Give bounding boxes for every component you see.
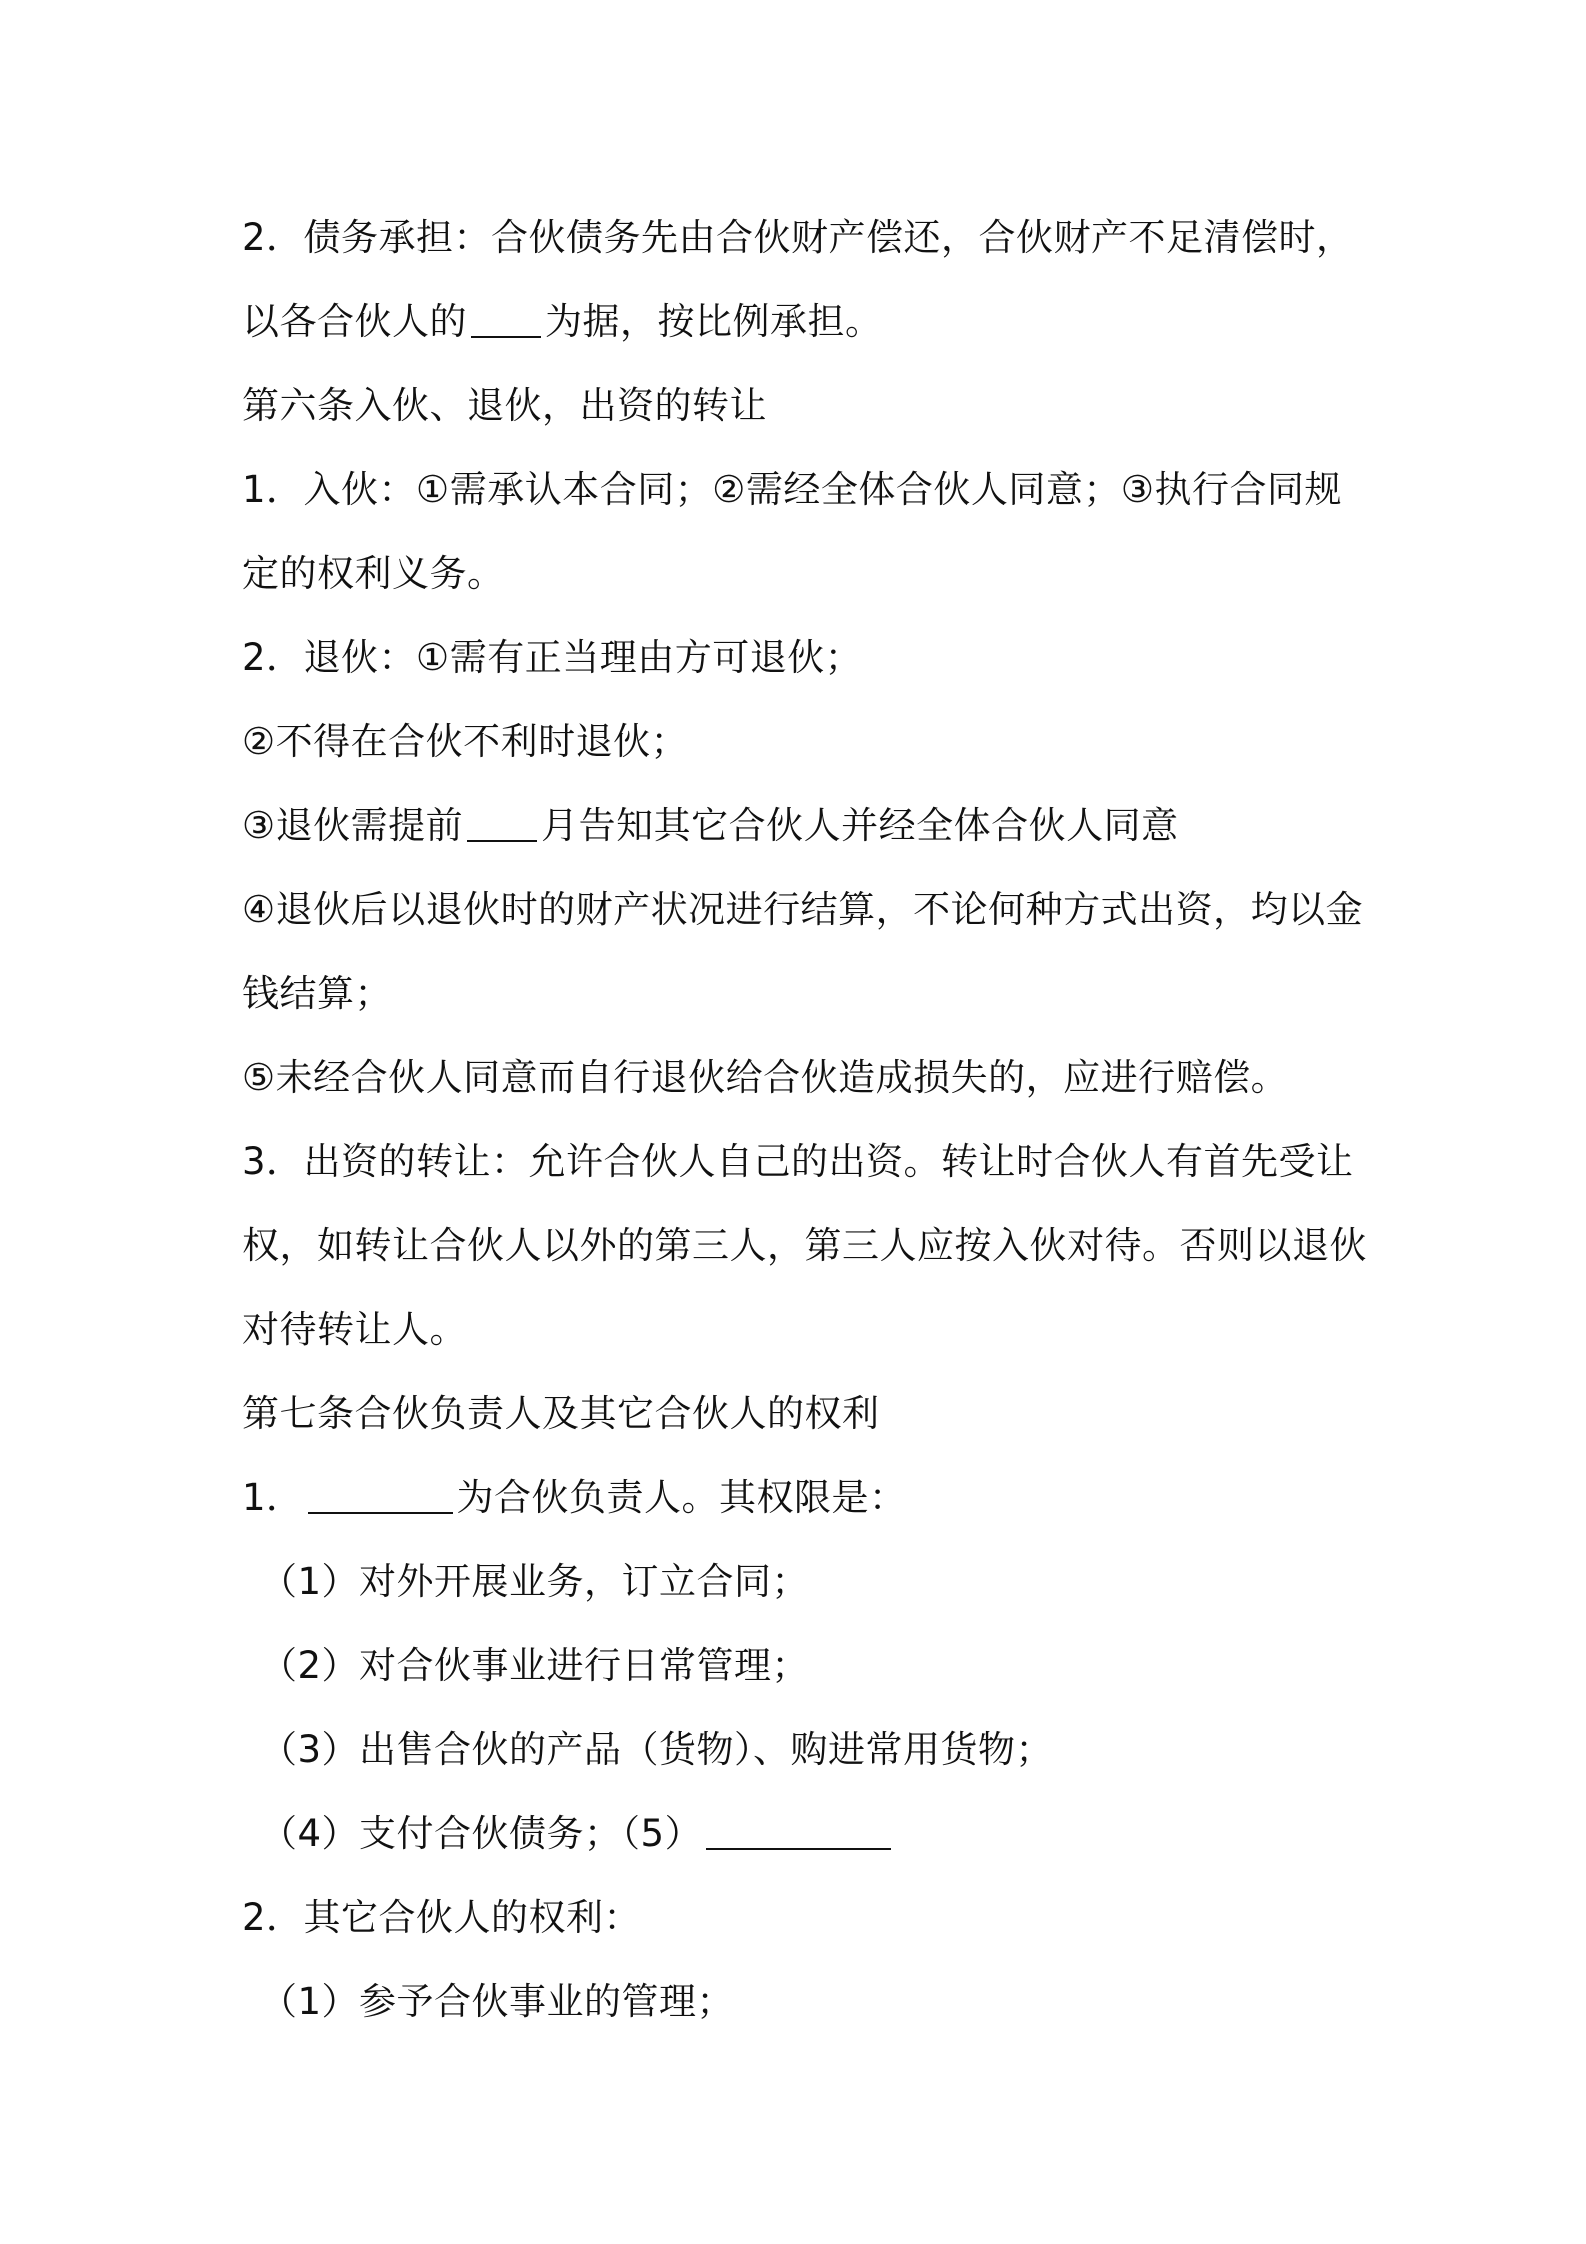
text-line-other-rights: 2．其它合伙人的权利： xyxy=(242,1896,642,1939)
list-item-1: （1）对外开展业务，订立合同； xyxy=(260,1560,810,1603)
text-line-debt-1: 2．债务承担：合伙债务先由合伙财产偿还，合伙财产不足清偿时， xyxy=(242,216,1354,259)
text-line-withdraw-6: ⑤未经合伙人同意而自行退伙给合伙造成损失的，应进行赔偿。 xyxy=(242,1056,1289,1099)
text-line-join-2: 定的权利义务。 xyxy=(242,552,505,595)
fill-in-blank xyxy=(706,1814,891,1850)
list-item-2: （2）对合伙事业进行日常管理； xyxy=(260,1644,810,1687)
text-line-withdraw-2: ②不得在合伙不利时退伙； xyxy=(242,720,689,763)
text-line-withdraw-5: 钱结算； xyxy=(242,972,392,1015)
text-line-join-1: 1．入伙：①需承认本合同；②需经全体合伙人同意；③执行合同规 xyxy=(242,468,1343,511)
text-line-withdraw-1: 2．退伙：①需有正当理由方可退伙； xyxy=(242,636,863,679)
text-line-transfer-3: 对待转让人。 xyxy=(242,1308,467,1351)
text-line-debt-2: 以各合伙人的 为据，按比例承担。 xyxy=(242,300,883,343)
list-item-4: （4）支付合伙债务；（5） xyxy=(242,1792,1362,1876)
list-item-other-1: （1）参予合伙事业的管理； xyxy=(260,1980,735,2023)
text-line-withdraw-3: ③退伙需提前 月告知其它合伙人并经全体合伙人同意 xyxy=(242,804,1179,847)
text-line-manager: 1． 为合伙负责人。其权限是： xyxy=(242,1476,907,1519)
text-line-transfer-2: 权，如转让合伙人以外的第三人，第三人应按入伙对待。否则以退伙 xyxy=(242,1224,1367,1267)
article-7-heading: 第七条合伙负责人及其它合伙人的权利 xyxy=(242,1392,880,1435)
article-6-heading: 第六条入伙、退伙，出资的转让 xyxy=(242,384,767,427)
contract-text xyxy=(242,196,1367,2044)
fill-in-blank xyxy=(308,1478,453,1514)
text-line-transfer-1: 3．出资的转让：允许合伙人自己的出资。转让时合伙人有首先受让 xyxy=(242,1140,1354,1183)
text-line-withdraw-4: ④退伙后以退伙时的财产状况进行结算，不论何种方式出资，均以金 xyxy=(242,888,1364,931)
list-item-3: （3）出售合伙的产品（货物）、购进常用货物； xyxy=(260,1728,1054,1771)
fill-in-blank xyxy=(471,302,541,338)
fill-in-blank xyxy=(467,806,537,842)
